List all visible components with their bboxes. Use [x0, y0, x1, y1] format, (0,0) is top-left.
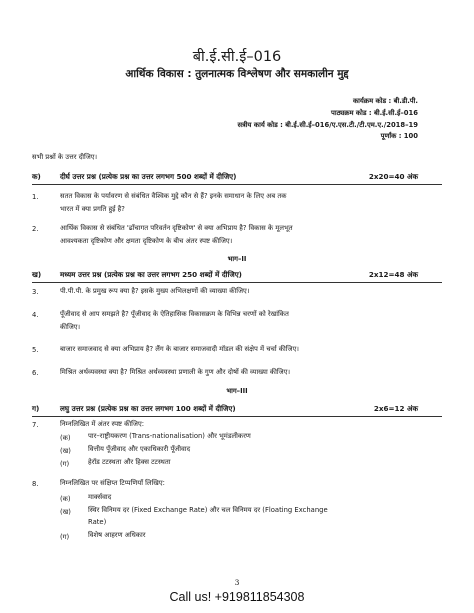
question-number: 8.	[32, 480, 39, 488]
question-number: 1.	[32, 193, 39, 201]
question-number: 6.	[32, 369, 39, 377]
question-line: भारत में क्या प्रगति हुई है?	[60, 205, 125, 213]
question-number: 5.	[32, 346, 39, 354]
question-line: पूँजीवाद से आप समझते है? पूँजीवाद के ऐतिहासिक विकासक्रम के विभिन्न चरणों को रेखांकित	[60, 310, 289, 318]
question-line: निम्नलिखित में अंतर स्पष्ट कीजिए:	[60, 420, 145, 428]
question-line: आर्थिक विकास से संबंधित 'ढाँचागत परिवर्तन दृष्टिकोण' से क्या अभिप्राय है? विकास के मूलभूत	[60, 224, 293, 232]
divider	[32, 282, 442, 283]
question-number: 7.	[32, 421, 39, 429]
question-number: 3.	[32, 288, 39, 296]
sub-item-label: (क)	[60, 434, 71, 442]
question-line: सतत विकास के पर्यावरण से संबंधित वैश्विक मुद्दे कौन से हैं? इनके समाधान के लिए अब तक	[60, 192, 287, 200]
section-c-marks: 2x6=12 अंक	[373, 404, 418, 413]
part-heading: भाग–II	[227, 255, 247, 263]
section-c-heading: लघु उत्तर प्रश्न (प्रत्येक प्रश्न का उत्तर लगभग 100 शब्दों में दीजिए)	[60, 404, 236, 413]
assignment-code: सत्रीय कार्य कोड : बी.ई.सी.ई–016/ए.एस.टी./टी.एम.ए./2018–19	[237, 121, 418, 129]
sub-item-label: (क)	[60, 495, 71, 503]
sub-item-text: स्थिर विनिमय दर (Fixed Exchange Rate) और चल विनिमय दर (Floating Exchange	[88, 506, 328, 514]
sub-item-text: विशेष आहरण अधिकार	[88, 531, 146, 539]
sub-item-text: Rate)	[88, 518, 107, 526]
maximum-marks: पूर्णांक : 100	[380, 132, 418, 140]
sub-item-text: मार्क्सवाद	[88, 493, 112, 501]
document-code-title: बी.ई.सी.ई–016	[192, 49, 282, 65]
part-heading: भाग–III	[226, 387, 248, 395]
section-b-label: ख)	[32, 270, 42, 279]
programme-code: कार्यक्रम कोड : बी.डी.पी.	[352, 97, 418, 105]
question-line: बाजार समाजवाद से क्या अभिप्राय है? लैंग के बाजार समाजवादी मॉडल की संक्षेप में चर्चा कीजिए।	[60, 345, 299, 353]
page-number: 3	[234, 578, 240, 587]
question-line: आवश्यकता दृष्टिकोण और क्षमता दृष्टिकोण के बीच अंतर स्पष्ट कीजिए।	[60, 237, 233, 245]
question-line: कीजिए।	[60, 323, 81, 331]
section-b-marks: 2x12=48 अंक	[368, 270, 418, 279]
sub-item-label: (ग)	[60, 533, 70, 541]
sub-item-text: वित्तीय पूँजीवाद और एकाधिकारी पूँजीवाद	[88, 445, 191, 453]
question-number: 2.	[32, 225, 39, 233]
question-line: मिश्रित अर्थव्यवस्था क्या है? मिश्रित अर्थव्यवस्था प्रणाली के गुण और दोषों की व्याख्या कीजिए।	[60, 368, 291, 376]
instruction-text: सभी प्रश्नों के उत्तर दीजिए।	[32, 153, 98, 161]
question-number: 4.	[32, 311, 39, 319]
section-a-marks: 2x20=40 अंक	[368, 172, 418, 181]
contact-footer: Call us! +919811854308	[169, 590, 305, 604]
sub-item-label: (ख)	[60, 447, 71, 455]
question-line: पी.पी.पी. के प्रमुख रूप क्या है? इसके मुख्य अभिलक्षणों की व्याख्या कीजिए।	[60, 287, 250, 295]
divider	[32, 184, 442, 185]
sub-item-label: (ख)	[60, 508, 71, 516]
section-b-heading: मध्यम उत्तर प्रश्न (प्रत्येक प्रश्न का उत्तर लगभग 250 शब्दों में दीजिए)	[60, 270, 242, 279]
sub-item-text: पार–राष्ट्रीयकरण (Trans-nationalisation) और भूमंडलीकरण	[88, 432, 251, 440]
course-subtitle: आर्थिक विकास : तुलनात्मक विश्लेषण और समकालीन मुद्द	[125, 68, 349, 80]
course-code: पाठ्यक्रम कोड : बी.ई.सी.ई–016	[330, 109, 418, 117]
question-line: निम्नलिखित पर संक्षिप्त टिप्पणियाँ लिखिए:	[60, 479, 165, 487]
sub-item-text: हेरॉड टटस्थता और हिक्स टटस्थता	[88, 458, 171, 466]
section-a-label: क)	[32, 172, 41, 181]
section-a-heading: दीर्घ उत्तर प्रश्न (प्रत्येक प्रश्न का उत्तर लगभग 500 शब्दों में दीजिए)	[60, 172, 237, 181]
sub-item-label: (ग)	[60, 460, 70, 468]
section-c-label: ग)	[32, 404, 40, 413]
divider	[32, 416, 442, 417]
